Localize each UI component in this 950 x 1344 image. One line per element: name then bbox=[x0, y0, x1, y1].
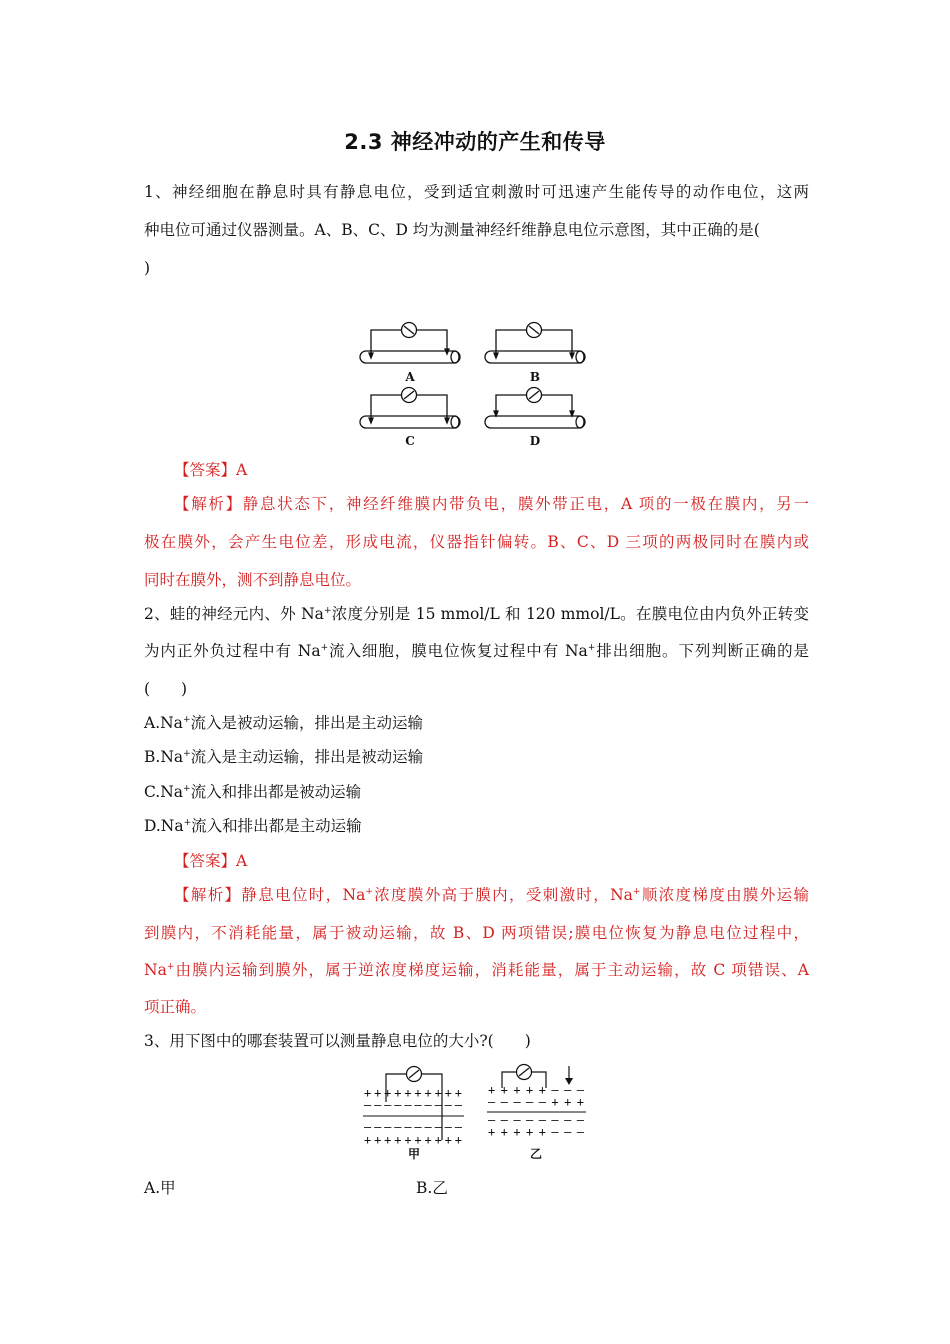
q2-option-c: C.Na+流入和排出都是被动运输 bbox=[144, 783, 362, 801]
svg-text:– – – – – – – – – –: – – – – – – – – – – bbox=[364, 1120, 462, 1134]
q3-measurement-figure bbox=[360, 1058, 590, 1162]
setup-jia bbox=[363, 1067, 464, 1148]
q2-analysis-line-4: 项正确。 bbox=[144, 998, 207, 1016]
figure-label-d: D bbox=[529, 434, 541, 448]
q1-measurement-figure bbox=[355, 318, 595, 450]
q2-option-a: A.Na+流入是被动运输，排出是主动运输 bbox=[144, 714, 423, 732]
q2-option-d: D.Na+流入和排出都是主动运输 bbox=[144, 817, 362, 835]
fiber-diagram-a bbox=[360, 323, 460, 364]
q2-analysis-line-3: Na+由膜内运输到膜外，属于逆浓度梯度运输，消耗能量，属于主动运输，故 C 项错误、A bbox=[144, 961, 809, 979]
q2-text-line-2: 为内正外负过程中有 Na+流入细胞，膜电位恢复过程中有 Na+排出细胞。下列判断正确的是 bbox=[144, 642, 810, 660]
svg-text:+ + + + + – – –: + + + + + – – – bbox=[488, 1083, 584, 1097]
q1-text-line-3: ) bbox=[144, 259, 151, 277]
svg-text:– – – – – – – –: – – – – – – – – bbox=[488, 1113, 584, 1127]
fiber-diagram-b bbox=[485, 323, 585, 364]
q2-analysis-line-1: 【解析】静息电位时，Na+浓度膜外高于膜内，受刺激时，Na+顺浓度梯度由膜外运输 bbox=[174, 886, 809, 904]
figure-label-jia: 甲 bbox=[407, 1147, 421, 1161]
q3-text-line-1: 3、用下图中的哪套装置可以测量静息电位的大小?( ) bbox=[144, 1032, 531, 1050]
svg-text:+ + + + + – – –: + + + + + – – – bbox=[488, 1125, 584, 1139]
q3-option-a: A.甲 bbox=[144, 1179, 176, 1197]
q3-option-b: B.乙 bbox=[416, 1179, 448, 1197]
q2-text-line-1: 2、蛙的神经元内、外 Na+浓度分别是 15 mmol/L 和 120 mmol/L。在膜电位由内负外正转变 bbox=[144, 605, 810, 623]
setup-yi bbox=[487, 1065, 586, 1140]
figure-label-c: C bbox=[405, 434, 415, 448]
q2-option-b: B.Na+流入是主动运输，排出是被动运输 bbox=[144, 748, 424, 766]
svg-text:– – – – – – – – – –: – – – – – – – – – – bbox=[364, 1098, 462, 1112]
figure-label-yi: 乙 bbox=[529, 1147, 543, 1161]
q1-analysis-line-3: 同时在膜外，测不到静息电位。 bbox=[144, 571, 362, 589]
page-title: 2.3 神经冲动的产生和传导 bbox=[344, 130, 606, 154]
q2-analysis-line-2: 到膜内，不消耗能量，属于被动运输，故 B、D 两项错误;膜电位恢复为静息电位过程中， bbox=[144, 924, 809, 942]
q1-answer: 【答案】A bbox=[174, 461, 248, 479]
svg-text:+ + + + + + + + + +: + + + + + + + + + + bbox=[364, 1133, 462, 1147]
figure-label-a: A bbox=[405, 370, 415, 384]
svg-text:– – – – – + + +: – – – – – + + + bbox=[488, 1095, 584, 1109]
q1-text-line-2: 种电位可通过仪器测量。A、B、C、D 均为测量神经纤维静息电位示意图，其中正确的是( bbox=[144, 221, 760, 239]
fiber-diagram-c bbox=[360, 388, 460, 429]
q2-text-line-3: ( ) bbox=[144, 680, 188, 698]
svg-text:+ + + + + + + + + +: + + + + + + + + + + bbox=[364, 1086, 462, 1100]
q3-options bbox=[144, 1178, 809, 1198]
q1-analysis-line-2: 极在膜外，会产生电位差，形成电流，仪器指针偏转。B、C、D 三项的两极同时在膜内或 bbox=[144, 533, 809, 551]
figure-label-b: B bbox=[529, 370, 541, 384]
fiber-diagram-d bbox=[485, 388, 585, 429]
q1-analysis-line-1: 【解析】静息状态下，神经纤维膜内带负电，膜外带正电，A 项的一极在膜内，另一 bbox=[174, 495, 809, 513]
q1-text-line-1: 1、神经细胞在静息时具有静息电位，受到适宜刺激时可迅速产生能传导的动作电位，这两 bbox=[144, 183, 809, 201]
q2-answer: 【答案】A bbox=[174, 852, 248, 870]
